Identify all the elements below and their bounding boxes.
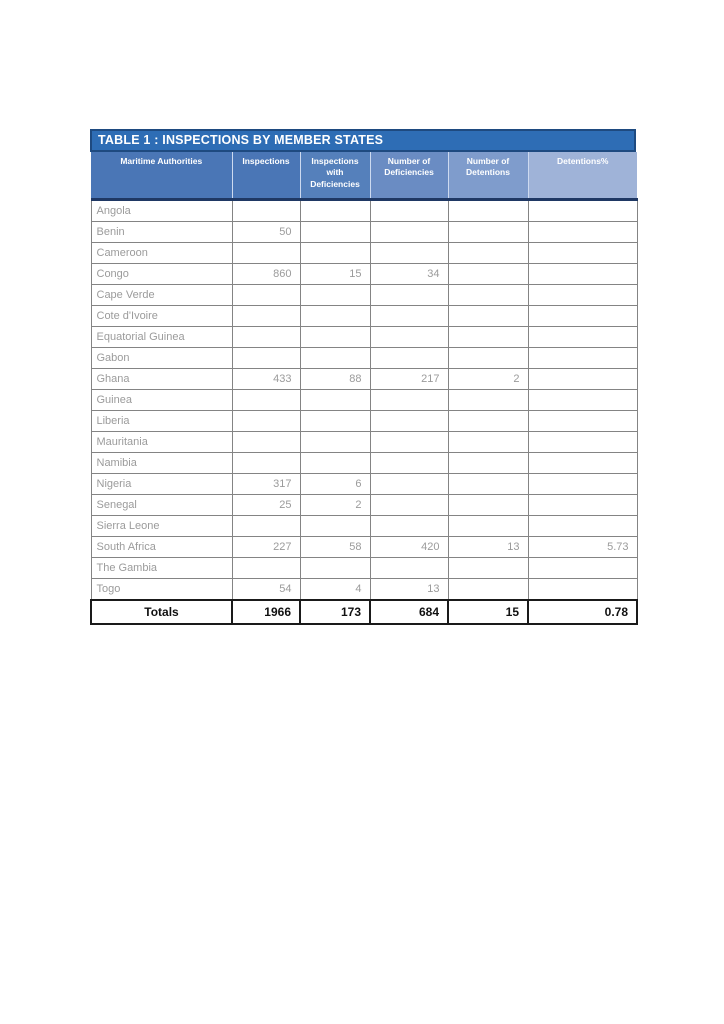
value-cell <box>528 432 637 453</box>
value-cell: 54 <box>232 579 300 601</box>
value-cell <box>370 474 448 495</box>
column-header-3: Number of Deficiencies <box>370 152 448 200</box>
value-cell <box>300 558 370 579</box>
authority-cell: Togo <box>91 579 232 601</box>
value-cell <box>528 516 637 537</box>
value-cell <box>370 243 448 264</box>
authority-cell: Ghana <box>91 369 232 390</box>
value-cell: 2 <box>300 495 370 516</box>
authority-cell: Nigeria <box>91 474 232 495</box>
column-header-1: Inspections <box>232 152 300 200</box>
column-header-0: Maritime Authorities <box>91 152 232 200</box>
table-footer <box>91 600 637 624</box>
value-cell <box>370 453 448 474</box>
value-cell <box>232 453 300 474</box>
value-cell <box>528 579 637 601</box>
value-cell <box>448 411 528 432</box>
value-cell <box>528 495 637 516</box>
value-cell: 420 <box>370 537 448 558</box>
value-cell <box>528 222 637 243</box>
value-cell <box>370 222 448 243</box>
value-cell <box>300 200 370 222</box>
value-cell <box>370 327 448 348</box>
value-cell: 58 <box>300 537 370 558</box>
table-body <box>91 200 637 601</box>
authority-cell: Namibia <box>91 453 232 474</box>
value-cell <box>370 432 448 453</box>
value-cell <box>528 264 637 285</box>
value-cell: 227 <box>232 537 300 558</box>
authority-cell: Sierra Leone <box>91 516 232 537</box>
table-row <box>91 285 637 306</box>
totals-value-cell: 15 <box>448 600 528 624</box>
table-row <box>91 432 637 453</box>
value-cell: 13 <box>448 537 528 558</box>
table-row <box>91 558 637 579</box>
value-cell <box>300 285 370 306</box>
value-cell <box>232 306 300 327</box>
table-row <box>91 327 637 348</box>
header-row <box>91 152 637 200</box>
totals-label-cell: Totals <box>91 600 232 624</box>
value-cell <box>232 285 300 306</box>
table-title: TABLE 1 : INSPECTIONS BY MEMBER STATES <box>98 133 384 147</box>
table-row <box>91 537 637 558</box>
table-row <box>91 348 637 369</box>
value-cell <box>528 411 637 432</box>
value-cell <box>300 432 370 453</box>
table-row <box>91 369 637 390</box>
table-row <box>91 306 637 327</box>
value-cell <box>370 306 448 327</box>
value-cell <box>370 558 448 579</box>
value-cell <box>528 474 637 495</box>
column-header-5: Detentions% <box>528 152 637 200</box>
authority-cell: Gabon <box>91 348 232 369</box>
value-cell: 2 <box>448 369 528 390</box>
authority-cell: Angola <box>91 200 232 222</box>
table-row <box>91 495 637 516</box>
table-row <box>91 243 637 264</box>
value-cell <box>448 200 528 222</box>
authority-cell: The Gambia <box>91 558 232 579</box>
value-cell <box>300 348 370 369</box>
authority-cell: Liberia <box>91 411 232 432</box>
table-row <box>91 264 637 285</box>
value-cell <box>448 264 528 285</box>
value-cell <box>232 411 300 432</box>
totals-value-cell: 173 <box>300 600 370 624</box>
authority-cell: Equatorial Guinea <box>91 327 232 348</box>
value-cell <box>232 516 300 537</box>
value-cell: 15 <box>300 264 370 285</box>
value-cell <box>232 327 300 348</box>
value-cell <box>232 200 300 222</box>
value-cell <box>232 558 300 579</box>
inspections-table <box>90 129 636 625</box>
table-row <box>91 516 637 537</box>
value-cell <box>448 495 528 516</box>
value-cell <box>448 306 528 327</box>
value-cell <box>300 327 370 348</box>
value-cell <box>448 453 528 474</box>
table-header <box>91 152 637 200</box>
column-header-4: Number of Detentions <box>448 152 528 200</box>
value-cell <box>370 390 448 411</box>
value-cell: 13 <box>370 579 448 601</box>
totals-value-cell: 0.78 <box>528 600 637 624</box>
authority-cell: Senegal <box>91 495 232 516</box>
value-cell <box>528 453 637 474</box>
authority-cell: Guinea <box>91 390 232 411</box>
value-cell <box>448 474 528 495</box>
authority-cell: Cote d'Ivoire <box>91 306 232 327</box>
table-row <box>91 200 637 222</box>
value-cell <box>528 390 637 411</box>
value-cell <box>448 348 528 369</box>
value-cell <box>528 369 637 390</box>
column-header-2: Inspections with Deficiencies <box>300 152 370 200</box>
value-cell: 4 <box>300 579 370 601</box>
value-cell: 5.73 <box>528 537 637 558</box>
authority-cell: Congo <box>91 264 232 285</box>
value-cell <box>300 243 370 264</box>
value-cell <box>232 390 300 411</box>
value-cell <box>370 411 448 432</box>
value-cell: 6 <box>300 474 370 495</box>
value-cell <box>528 348 637 369</box>
value-cell: 217 <box>370 369 448 390</box>
value-cell <box>370 200 448 222</box>
value-cell <box>448 579 528 601</box>
value-cell <box>300 516 370 537</box>
value-cell: 25 <box>232 495 300 516</box>
value-cell <box>232 432 300 453</box>
totals-value-cell: 684 <box>370 600 448 624</box>
value-cell: 88 <box>300 369 370 390</box>
value-cell: 860 <box>232 264 300 285</box>
value-cell <box>448 285 528 306</box>
value-cell <box>528 558 637 579</box>
authority-cell: Cape Verde <box>91 285 232 306</box>
table-title-bar <box>90 129 636 152</box>
value-cell <box>370 285 448 306</box>
table-row <box>91 453 637 474</box>
value-cell <box>528 200 637 222</box>
value-cell <box>232 348 300 369</box>
table-row <box>91 390 637 411</box>
value-cell <box>232 243 300 264</box>
value-cell <box>528 243 637 264</box>
value-cell <box>448 243 528 264</box>
value-cell: 50 <box>232 222 300 243</box>
authority-cell: Mauritania <box>91 432 232 453</box>
value-cell: 433 <box>232 369 300 390</box>
value-cell <box>300 390 370 411</box>
value-cell <box>370 348 448 369</box>
value-cell <box>300 411 370 432</box>
authority-cell: Cameroon <box>91 243 232 264</box>
totals-row <box>91 600 637 624</box>
table-row <box>91 222 637 243</box>
value-cell <box>448 390 528 411</box>
value-cell <box>300 306 370 327</box>
value-cell <box>370 495 448 516</box>
authority-cell: Benin <box>91 222 232 243</box>
value-cell <box>448 222 528 243</box>
table-row <box>91 474 637 495</box>
table-row <box>91 411 637 432</box>
value-cell <box>448 432 528 453</box>
value-cell <box>300 222 370 243</box>
authority-cell: South Africa <box>91 537 232 558</box>
totals-value-cell: 1966 <box>232 600 300 624</box>
value-cell <box>528 306 637 327</box>
member-states-table <box>90 152 638 625</box>
table-row <box>91 579 637 601</box>
value-cell: 317 <box>232 474 300 495</box>
value-cell: 34 <box>370 264 448 285</box>
value-cell <box>448 327 528 348</box>
value-cell <box>300 453 370 474</box>
value-cell <box>528 327 637 348</box>
value-cell <box>448 558 528 579</box>
value-cell <box>448 516 528 537</box>
value-cell <box>528 285 637 306</box>
value-cell <box>370 516 448 537</box>
